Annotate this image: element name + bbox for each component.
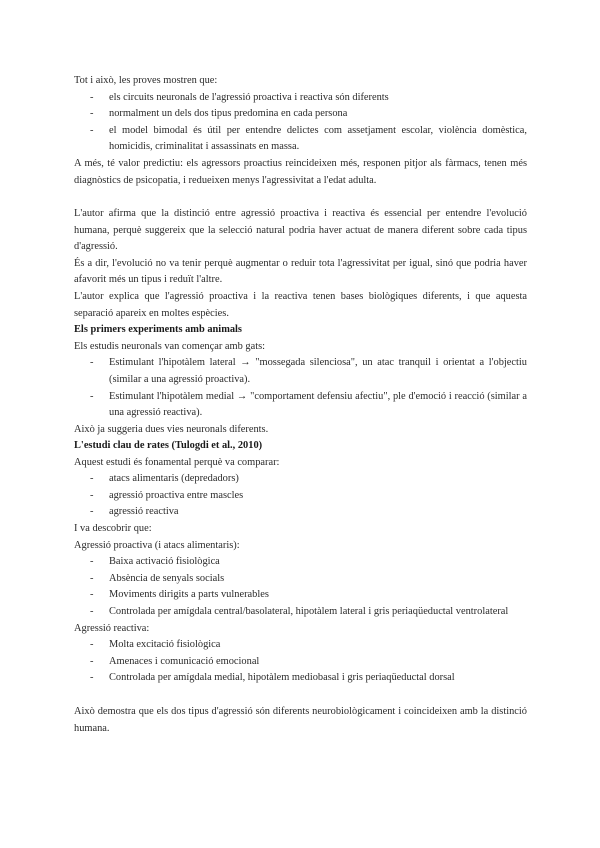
section-evolucio (74, 206, 527, 289)
list-item: - Molta excitació fisiològica (74, 637, 527, 654)
list-item: - Moviments dirigits a parts vulnerables (74, 587, 527, 604)
intro-text: Aquest estudi és fonamental perquè va comparar: (74, 456, 280, 468)
section-heading: L'estudi clau de rates (Tulogdi et al., 2010) (74, 440, 263, 451)
bullet-list (74, 471, 527, 521)
list-item: - Controlada per amígdala medial, hipotàlem mediobasal i gris periaqüeductal dorsal (74, 670, 527, 687)
paragraph: Això demostra que els dos tipus d'agressió són diferents neurobiològicament i coincideixen amb la distinció humana. (74, 706, 527, 734)
sub-label: Agressió proactiva (i atacs alimentaris): (74, 539, 240, 551)
intro-text: Els estudis neuronals van començar amb gats: (74, 340, 266, 352)
bullet-list (74, 355, 527, 421)
list-item: - Estimulant l'hipotàlem lateral → "mossegada silenciosa", un atac tranquil i orientat a l'objectiu (similar a una agressió proactiva). (74, 355, 527, 388)
section-proves (74, 73, 527, 189)
section-rates (74, 438, 527, 687)
intro-text: Tot i això, les proves mostren que: (74, 75, 218, 86)
section-bases-biologiques (74, 289, 527, 438)
list-item: - agressió reactiva (74, 504, 527, 521)
list-item: - Controlada per amígdala central/basolateral, hipotàlem lateral i gris periaqüeductal ventrolateral (74, 604, 527, 621)
intro-text: I va descobrir que: (74, 522, 152, 534)
bullet-list (74, 554, 527, 620)
paragraph: A més, té valor predictiu: els agressors proactius reincideixen més, responen pitjor als fàrmacs, tenen més diagnòstics de psicopatia, i redueixen menys l'agressivitat a l'edat adulta. (74, 157, 527, 186)
list-item: - agressió proactiva entre mascles (74, 488, 527, 505)
paragraph: És a dir, l'evolució no va tenir perquè augmentar o reduir tota l'agressivitat per igual, sinó que podria haver afavorit més un tipus i reduït l'altre. (74, 257, 527, 286)
list-item: - Amenaces i comunicació emocional (74, 654, 527, 671)
sub-label: Agressió reactiva: (74, 622, 150, 634)
list-item: - el model bimodal és útil per entendre delictes com assetjament escolar, violència domèstica, homicidis, criminalitat i assassinats en massa. (74, 123, 527, 156)
paragraph: L'autor explica que l'agressió proactiva i la reactiva tenen bases biològiques diferents, i que aquesta separació apareix en moltes espècies. (74, 291, 527, 319)
section-conclusio (74, 704, 527, 737)
section-heading: Els primers experiments amb animals (74, 324, 242, 336)
bullet-list (74, 637, 527, 687)
list-item: - Absència de senyals socials (74, 571, 527, 588)
list-item: - Baixa activació fisiològica (74, 554, 527, 571)
list-item: - atacs alimentaris (depredadors) (74, 471, 527, 488)
list-item: - els circuits neuronals de l'agressió proactiva i reactiva són diferents (74, 90, 527, 107)
list-item: - normalment un dels dos tipus predomina en cada persona (74, 106, 527, 123)
bullet-list (74, 90, 527, 156)
paragraph: Això ja suggeria dues vies neuronals diferents. (74, 423, 269, 435)
paragraph: L'autor afirma que la distinció entre agressió proactiva i reactiva és essencial per entendre l'evolució humana, perquè suggereix que la selecció natural podria haver actuat de manera diferent sobre cada tipus d'agressió. (74, 208, 527, 253)
list-item: - Estimulant l'hipotàlem medial → "comportament defensiu afectiu", ple d'emoció i reacció (similar a una agressió reactiva). (74, 389, 527, 422)
